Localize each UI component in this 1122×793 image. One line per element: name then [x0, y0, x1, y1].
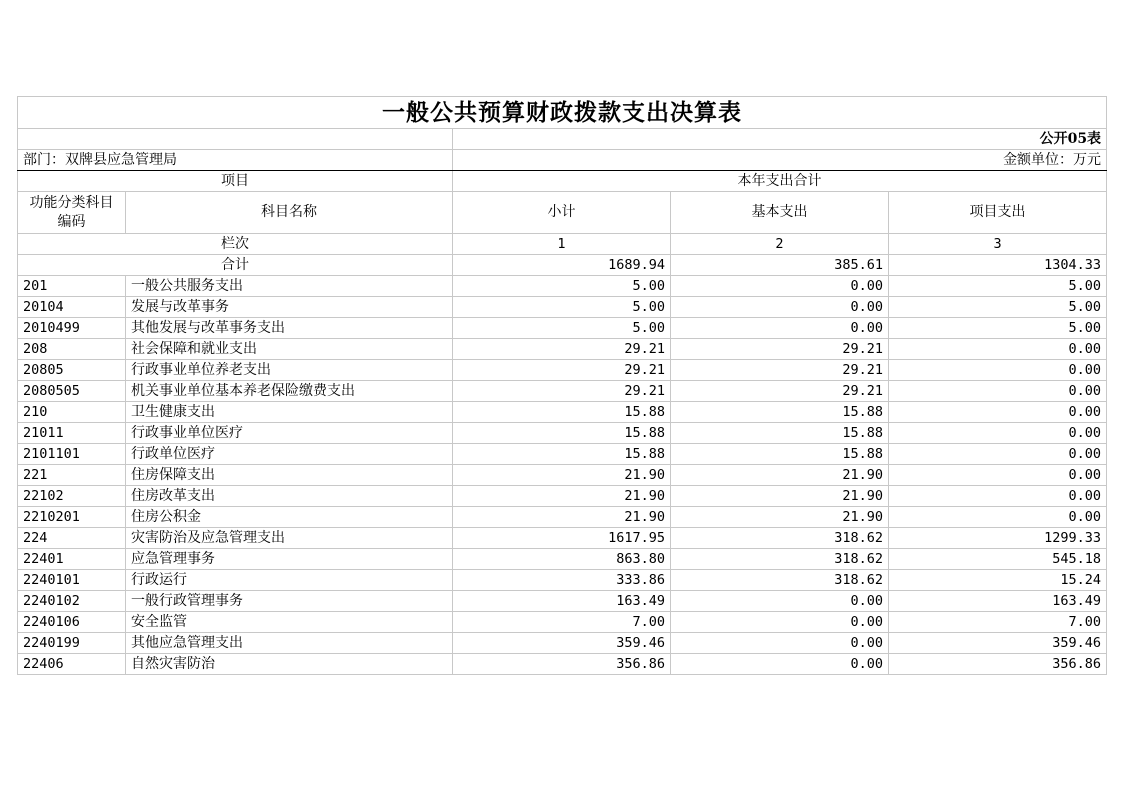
row-code: 208: [18, 339, 126, 360]
row-code: 2240199: [18, 633, 126, 654]
row-project: 0.00: [889, 486, 1107, 507]
row-subtotal: 15.88: [453, 423, 671, 444]
row-subtotal: 163.49: [453, 591, 671, 612]
row-basic: 0.00: [671, 276, 889, 297]
row-subject-name: 行政事业单位医疗: [126, 423, 453, 444]
row-code: 2010499: [18, 318, 126, 339]
row-basic: 29.21: [671, 339, 889, 360]
row-project: 0.00: [889, 381, 1107, 402]
row-project: 5.00: [889, 318, 1107, 339]
header-subject-name: 科目名称: [126, 192, 453, 234]
row-subtotal: 359.46: [453, 633, 671, 654]
total-basic: 385.61: [671, 255, 889, 276]
row-subtotal: 1617.95: [453, 528, 671, 549]
row-code: 20104: [18, 297, 126, 318]
row-basic: 0.00: [671, 297, 889, 318]
row-subtotal: 21.90: [453, 486, 671, 507]
row-basic: 318.62: [671, 549, 889, 570]
row-basic: 318.62: [671, 570, 889, 591]
table-row: [18, 612, 1107, 633]
column-index-2: 2: [671, 234, 889, 255]
total-row: [18, 255, 1107, 276]
row-project: 5.00: [889, 276, 1107, 297]
amount-unit: 金额单位：万元: [453, 150, 1107, 171]
row-code: 22406: [18, 654, 126, 675]
row-subject-name: 其他应急管理支出: [126, 633, 453, 654]
row-code: 2080505: [18, 381, 126, 402]
row-project: 5.00: [889, 297, 1107, 318]
row-subject-name: 行政事业单位养老支出: [126, 360, 453, 381]
row-project: 0.00: [889, 423, 1107, 444]
row-project: 0.00: [889, 444, 1107, 465]
row-project: 545.18: [889, 549, 1107, 570]
header-total-group: 本年支出合计: [453, 171, 1107, 192]
row-subject-name: 住房保障支出: [126, 465, 453, 486]
row-subject-name: 卫生健康支出: [126, 402, 453, 423]
total-subtotal: 1689.94: [453, 255, 671, 276]
row-subject-name: 机关事业单位基本养老保险缴费支出: [126, 381, 453, 402]
row-subtotal: 21.90: [453, 465, 671, 486]
row-basic: 29.21: [671, 381, 889, 402]
row-subject-name: 社会保障和就业支出: [126, 339, 453, 360]
row-basic: 21.90: [671, 486, 889, 507]
row-code: 2210201: [18, 507, 126, 528]
row-code: 22102: [18, 486, 126, 507]
table-row: [18, 591, 1107, 612]
row-project: 0.00: [889, 339, 1107, 360]
table-row: [18, 507, 1107, 528]
expenditure-table: [17, 96, 1107, 675]
row-subtotal: 29.21: [453, 381, 671, 402]
table-row: [18, 570, 1107, 591]
row-project: 15.24: [889, 570, 1107, 591]
row-project: 0.00: [889, 465, 1107, 486]
table-row: [18, 318, 1107, 339]
row-code: 221: [18, 465, 126, 486]
row-code: 2240101: [18, 570, 126, 591]
table-row: [18, 276, 1107, 297]
row-subtotal: 15.88: [453, 444, 671, 465]
row-basic: 15.88: [671, 444, 889, 465]
total-project: 1304.33: [889, 255, 1107, 276]
table-row: [18, 654, 1107, 675]
row-basic: 0.00: [671, 612, 889, 633]
row-project: 0.00: [889, 402, 1107, 423]
row-code: 2101101: [18, 444, 126, 465]
row-subject-name: 行政单位医疗: [126, 444, 453, 465]
table-title: 一般公共预算财政拨款支出决算表: [18, 97, 1107, 129]
row-subtotal: 29.21: [453, 339, 671, 360]
form-code-row: [18, 129, 1107, 150]
row-code: 2240106: [18, 612, 126, 633]
total-label: 合计: [18, 255, 453, 276]
header-project-expenditure: 项目支出: [889, 192, 1107, 234]
row-basic: 15.88: [671, 402, 889, 423]
row-basic: 0.00: [671, 633, 889, 654]
row-project: 0.00: [889, 360, 1107, 381]
row-subtotal: 5.00: [453, 318, 671, 339]
row-subject-name: 发展与改革事务: [126, 297, 453, 318]
department-row: [18, 150, 1107, 171]
row-code: 20805: [18, 360, 126, 381]
row-subtotal: 29.21: [453, 360, 671, 381]
row-subtotal: 7.00: [453, 612, 671, 633]
row-code: 2240102: [18, 591, 126, 612]
row-subject-name: 灾害防治及应急管理支出: [126, 528, 453, 549]
table-row: [18, 339, 1107, 360]
column-index-1: 1: [453, 234, 671, 255]
row-subject-name: 其他发展与改革事务支出: [126, 318, 453, 339]
row-project: 359.46: [889, 633, 1107, 654]
row-subject-name: 应急管理事务: [126, 549, 453, 570]
column-index-label: 栏次: [18, 234, 453, 255]
row-code: 201: [18, 276, 126, 297]
row-code: 210: [18, 402, 126, 423]
title-row: [18, 97, 1107, 129]
row-subtotal: 15.88: [453, 402, 671, 423]
row-subtotal: 863.80: [453, 549, 671, 570]
table-row: [18, 444, 1107, 465]
table-row: [18, 381, 1107, 402]
blank-cell: [18, 129, 453, 150]
row-subtotal: 356.86: [453, 654, 671, 675]
row-basic: 29.21: [671, 360, 889, 381]
row-subtotal: 333.86: [453, 570, 671, 591]
header-func-code: 功能分类科目编码: [18, 192, 126, 234]
row-basic: 21.90: [671, 507, 889, 528]
department-name: 部门：双牌县应急管理局: [18, 150, 453, 171]
row-subtotal: 21.90: [453, 507, 671, 528]
table-row: [18, 423, 1107, 444]
table-row: [18, 297, 1107, 318]
row-subject-name: 一般行政管理事务: [126, 591, 453, 612]
row-basic: 0.00: [671, 591, 889, 612]
table-row: [18, 549, 1107, 570]
column-index-row: [18, 234, 1107, 255]
row-project: 0.00: [889, 507, 1107, 528]
header-row-2: [18, 192, 1107, 234]
row-code: 21011: [18, 423, 126, 444]
row-subject-name: 一般公共服务支出: [126, 276, 453, 297]
row-project: 356.86: [889, 654, 1107, 675]
row-subject-name: 安全监管: [126, 612, 453, 633]
row-basic: 21.90: [671, 465, 889, 486]
table-row: [18, 486, 1107, 507]
row-subtotal: 5.00: [453, 276, 671, 297]
header-subtotal: 小计: [453, 192, 671, 234]
row-code: 224: [18, 528, 126, 549]
table-row: [18, 465, 1107, 486]
table-row: [18, 402, 1107, 423]
row-basic: 0.00: [671, 654, 889, 675]
row-subject-name: 住房改革支出: [126, 486, 453, 507]
row-code: 22401: [18, 549, 126, 570]
header-project: 项目: [18, 171, 453, 192]
row-subtotal: 5.00: [453, 297, 671, 318]
form-code: 公开05表: [453, 129, 1107, 150]
row-project: 7.00: [889, 612, 1107, 633]
table-row: [18, 633, 1107, 654]
row-basic: 15.88: [671, 423, 889, 444]
table-row: [18, 360, 1107, 381]
header-row-1: [18, 171, 1107, 192]
table-row: [18, 528, 1107, 549]
row-subject-name: 自然灾害防治: [126, 654, 453, 675]
header-basic: 基本支出: [671, 192, 889, 234]
row-project: 1299.33: [889, 528, 1107, 549]
row-subject-name: 行政运行: [126, 570, 453, 591]
row-subject-name: 住房公积金: [126, 507, 453, 528]
column-index-3: 3: [889, 234, 1107, 255]
row-basic: 0.00: [671, 318, 889, 339]
row-project: 163.49: [889, 591, 1107, 612]
row-basic: 318.62: [671, 528, 889, 549]
